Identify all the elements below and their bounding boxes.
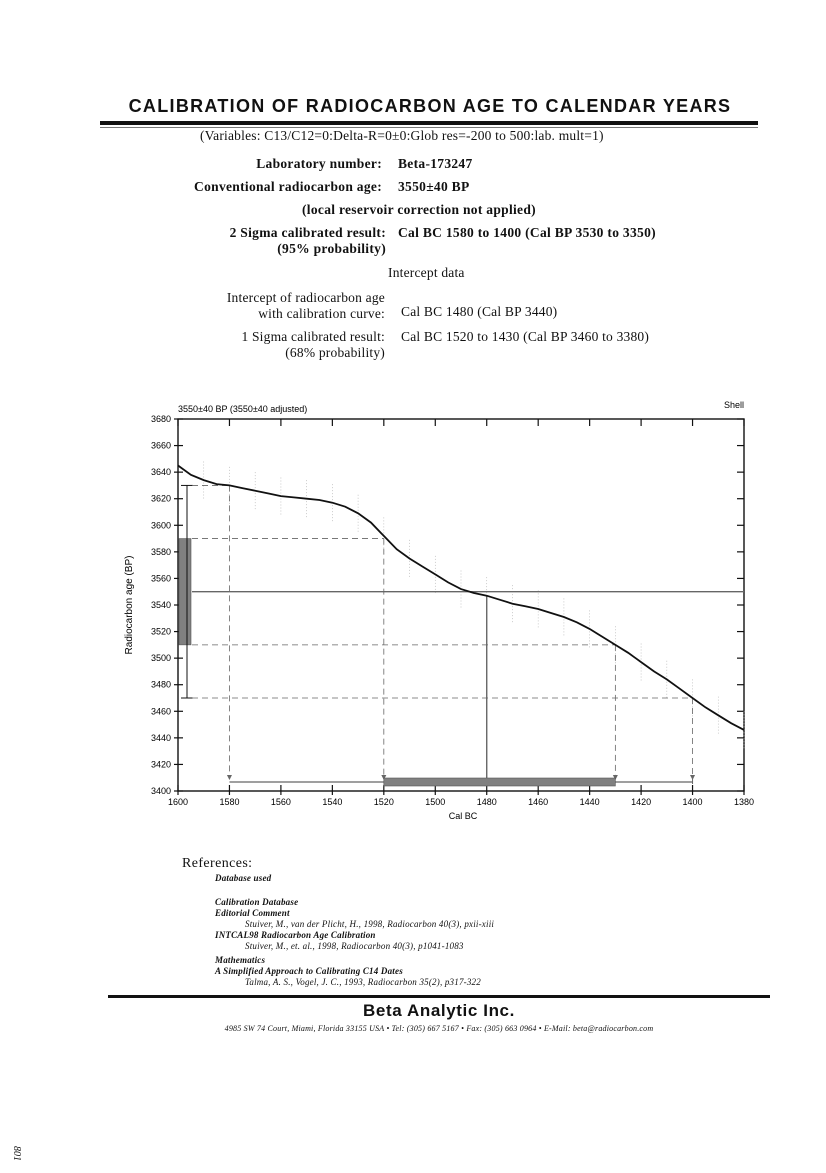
company-name: Beta Analytic Inc. (363, 1001, 515, 1020)
y-tick-label: 3460 (150, 706, 171, 717)
editorial-comment: Editorial Comment (215, 908, 290, 918)
intcal-citation: Stuiver, M., et. al., 1998, Radiocarbon 40(3), p1041-1083 (245, 941, 464, 951)
y-tick-label: 3500 (150, 653, 171, 664)
sigma2-label-line1: 2 Sigma calibrated result: (229, 225, 386, 240)
sigma2-upper-dashed-arrow (227, 775, 232, 780)
simplified-approach: A Simplified Approach to Calibrating C14 Dates (215, 966, 403, 976)
intercept-label-line1: Intercept of radiocarbon age (226, 290, 385, 305)
page-title: CALIBRATION OF RADIOCARBON AGE TO CALENDAR YEARS (128, 96, 732, 116)
cal-1sigma-band (384, 778, 616, 786)
x-tick-label: 1520 (373, 797, 394, 807)
x-tick-label: 1500 (425, 797, 446, 807)
y-tick-label: 3400 (150, 786, 171, 796)
x-tick-label: 1400 (682, 797, 703, 807)
intercept-label-line2: with calibration curve: (258, 306, 385, 321)
y-tick-label: 3560 (150, 573, 171, 584)
y-tick-label: 3680 (150, 414, 171, 424)
mathematics-heading: Mathematics (215, 955, 266, 965)
x-tick-label: 1460 (528, 797, 549, 807)
editorial-citation: Stuiver, M., van der Plicht, H., 1998, Radiocarbon 40(3), pxii-xiii (245, 919, 495, 929)
reservoir-note: (local reservoir correction not applied) (302, 202, 536, 217)
y-tick-label: 3580 (150, 546, 171, 557)
intcal-heading: INTCAL98 Radiocarbon Age Calibration (215, 930, 376, 940)
x-axis-label: Cal BC (448, 811, 478, 821)
x-tick-label: 1580 (219, 797, 240, 807)
age-1sigma-band (179, 539, 191, 645)
intercept-value: Cal BC 1480 (Cal BP 3440) (401, 304, 558, 319)
sigma2-value: Cal BC 1580 to 1400 (Cal BP 3530 to 3350) (398, 225, 656, 240)
company-address: 4985 SW 74 Court, Miami, Florida 33155 USA • Tel: (305) 667 5167 • Fax: (305) 663 0964 • E-Mail: beta@radiocarbon.com (224, 1024, 654, 1033)
y-tick-label: 3600 (150, 520, 171, 531)
title-rule (100, 121, 758, 125)
calibration-database: Calibration Database (215, 897, 299, 907)
x-tick-label: 1440 (579, 797, 600, 807)
y-tick-label: 3520 (150, 626, 171, 637)
calibration-chart (118, 395, 758, 827)
y-tick-label: 3420 (150, 759, 171, 770)
sigma1-label-line1: 1 Sigma calibrated result: (241, 329, 385, 344)
y-tick-label: 3620 (150, 493, 171, 504)
lab-number-value: Beta-173247 (398, 156, 473, 171)
sigma2-label-line2: (95% probability) (277, 241, 386, 256)
variables-line: (Variables: C13/C12=0:Delta-R=0±0:Glob res=-200 to 500:lab. mult=1) (200, 128, 604, 143)
y-tick-label: 3660 (150, 440, 171, 451)
sigma1-label (241, 329, 385, 361)
conv-age-value: 3550±40 BP (398, 179, 470, 194)
x-tick-label: 1480 (476, 797, 497, 807)
x-tick-label: 1540 (322, 797, 343, 807)
chart-title: 3550±40 BP (3550±40 adjusted) (178, 404, 308, 414)
y-axis-label: Radiocarbon age (BP) (124, 555, 135, 655)
y-tick-label: 3640 (150, 467, 171, 478)
references-heading: References: (182, 856, 253, 871)
sigma2-label (230, 225, 386, 257)
x-tick-label: 1600 (167, 797, 189, 807)
y-tick-label: 3540 (150, 600, 171, 610)
sigma1-value: Cal BC 1520 to 1430 (Cal BP 3460 to 3380) (401, 329, 650, 344)
chart-plot-layer (151, 414, 754, 807)
x-tick-label: 1560 (270, 797, 291, 807)
footer-rule (108, 995, 770, 998)
conv-age-label: Conventional radiocarbon age: (194, 179, 382, 194)
x-tick-label: 1420 (631, 797, 652, 807)
plot-frame (178, 419, 744, 791)
intercept-label (227, 290, 385, 322)
simplified-citation: Talma, A. S., Vogel, J. C., 1993, Radiocarbon 35(2), p317-322 (245, 977, 481, 987)
intercept-heading: Intercept data (388, 265, 465, 280)
lab-number-label: Laboratory number: (256, 156, 382, 171)
chart-corner-label: Shell (723, 400, 744, 410)
database-used: Database used (215, 873, 272, 883)
x-tick-label: 1380 (733, 797, 755, 807)
sigma1-label-line2: (68% probability) (285, 345, 385, 360)
y-tick-label: 3440 (150, 732, 171, 743)
margin-note: 801 (11, 1146, 22, 1161)
y-tick-label: 3480 (150, 679, 171, 690)
